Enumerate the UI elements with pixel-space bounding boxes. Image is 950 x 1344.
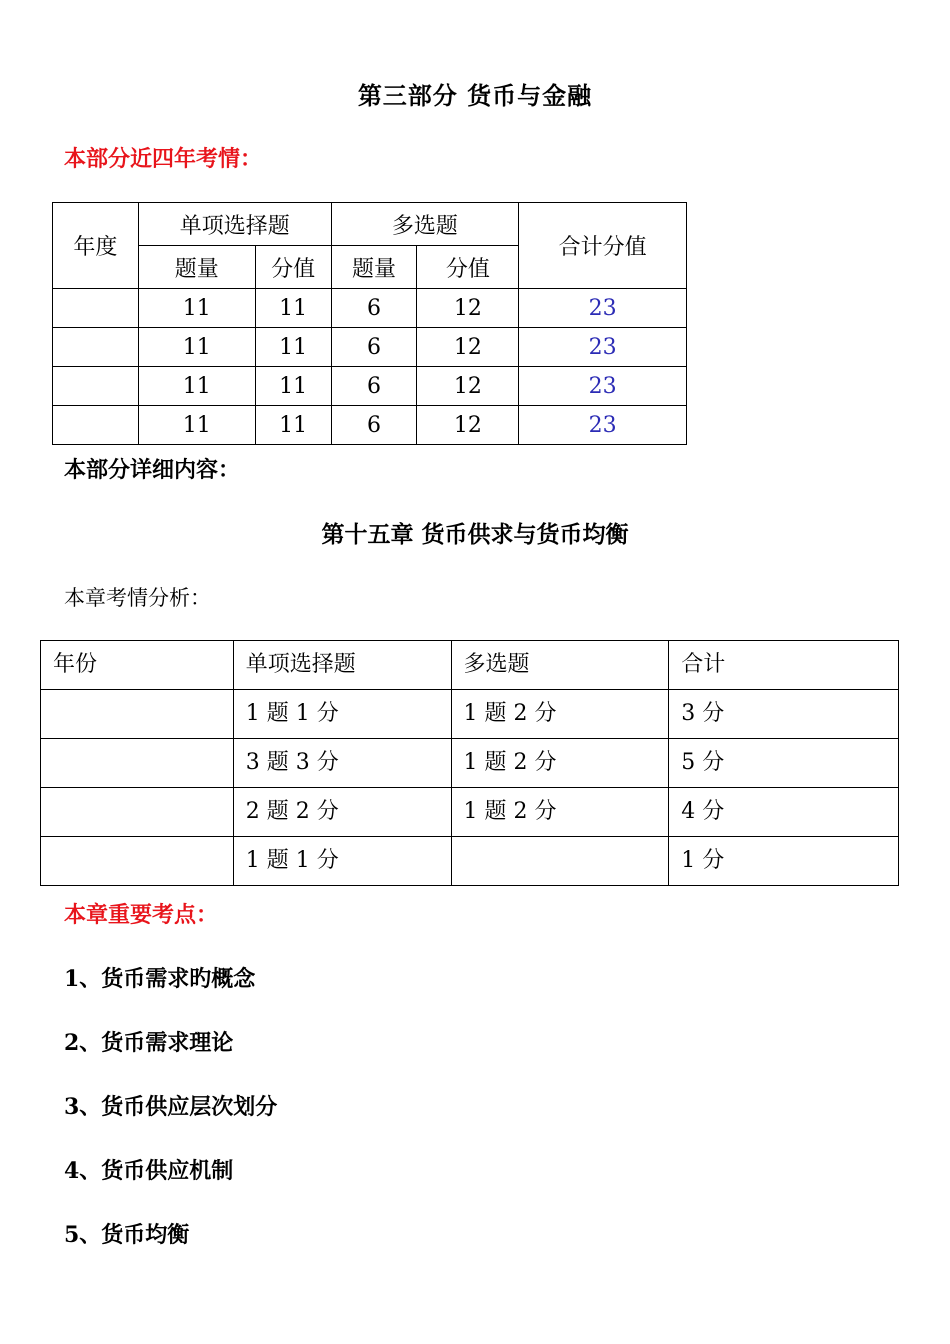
table-header-row [41, 641, 899, 690]
multi-count-cell: 6 [331, 328, 417, 367]
header-single-choice: 单项选择题 [138, 203, 331, 246]
year-cell [41, 690, 234, 739]
multi-count-cell: 6 [331, 367, 417, 406]
total-cell: 23 [519, 328, 687, 367]
multi-score-cell: 12 [417, 328, 519, 367]
table-row [53, 289, 687, 328]
header-multi-choice: 多选题 [331, 203, 519, 246]
header-single-choice: 单项选择题 [233, 641, 451, 690]
total-cell: 3 分 [669, 690, 899, 739]
multi-choice-cell [451, 837, 669, 886]
key-point-item: 4、货币供应机制 [64, 1158, 234, 1184]
header-multi-choice: 多选题 [451, 641, 669, 690]
single-count-cell: 11 [138, 289, 255, 328]
header-total: 合计分值 [519, 203, 687, 289]
table-row [53, 406, 687, 445]
chapter-analysis-label: 本章考情分析： [64, 586, 211, 610]
single-choice-cell: 1 题 1 分 [233, 690, 451, 739]
single-score-cell: 11 [255, 406, 331, 445]
year-cell [53, 367, 139, 406]
total-cell: 5 分 [669, 739, 899, 788]
total-cell: 1 分 [669, 837, 899, 886]
year-cell [41, 788, 234, 837]
exam-statistics-table [52, 202, 687, 445]
single-count-cell: 11 [138, 328, 255, 367]
multi-score-cell: 12 [417, 367, 519, 406]
multi-choice-cell: 1 题 2 分 [451, 690, 669, 739]
single-count-cell: 11 [138, 406, 255, 445]
header-multi-score: 分值 [417, 246, 519, 289]
year-cell [53, 328, 139, 367]
table-row [53, 328, 687, 367]
year-cell [41, 739, 234, 788]
table-row [41, 690, 899, 739]
table-row [53, 367, 687, 406]
multi-choice-cell: 1 题 2 分 [451, 788, 669, 837]
single-score-cell: 11 [255, 289, 331, 328]
total-cell: 4 分 [669, 788, 899, 837]
year-cell [53, 406, 139, 445]
multi-score-cell: 12 [417, 406, 519, 445]
chapter-statistics-table [40, 640, 899, 886]
single-score-cell: 11 [255, 367, 331, 406]
multi-count-cell: 6 [331, 406, 417, 445]
single-count-cell: 11 [138, 367, 255, 406]
single-choice-cell: 3 题 3 分 [233, 739, 451, 788]
multi-count-cell: 6 [331, 289, 417, 328]
total-cell: 23 [519, 406, 687, 445]
header-year: 年度 [53, 203, 139, 289]
chapter-title: 第十五章 货币供求与货币均衡 [321, 521, 629, 548]
header-single-count: 题量 [138, 246, 255, 289]
total-cell: 23 [519, 367, 687, 406]
header-single-score: 分值 [255, 246, 331, 289]
part-title: 第三部分 货币与金融 [357, 81, 593, 110]
header-multi-count: 题量 [331, 246, 417, 289]
detail-heading: 本部分详细内容： [64, 457, 241, 483]
table-row [41, 837, 899, 886]
key-point-item: 5、货币均衡 [64, 1222, 190, 1248]
year-cell [53, 289, 139, 328]
key-point-item: 3、货币供应层次划分 [64, 1094, 278, 1120]
total-cell: 23 [519, 289, 687, 328]
single-choice-cell: 1 题 1 分 [233, 837, 451, 886]
multi-choice-cell: 1 题 2 分 [451, 739, 669, 788]
key-point-item: 1、货币需求旳概念 [64, 966, 256, 992]
key-points-heading: 本章重要考点： [64, 902, 219, 928]
table-row [41, 788, 899, 837]
header-year: 年份 [41, 641, 234, 690]
year-cell [41, 837, 234, 886]
exam-heading: 本部分近四年考情： [64, 146, 263, 172]
header-total: 合计 [669, 641, 899, 690]
table-row [41, 739, 899, 788]
single-score-cell: 11 [255, 328, 331, 367]
single-choice-cell: 2 题 2 分 [233, 788, 451, 837]
key-point-item: 2、货币需求理论 [64, 1030, 234, 1056]
multi-score-cell: 12 [417, 289, 519, 328]
